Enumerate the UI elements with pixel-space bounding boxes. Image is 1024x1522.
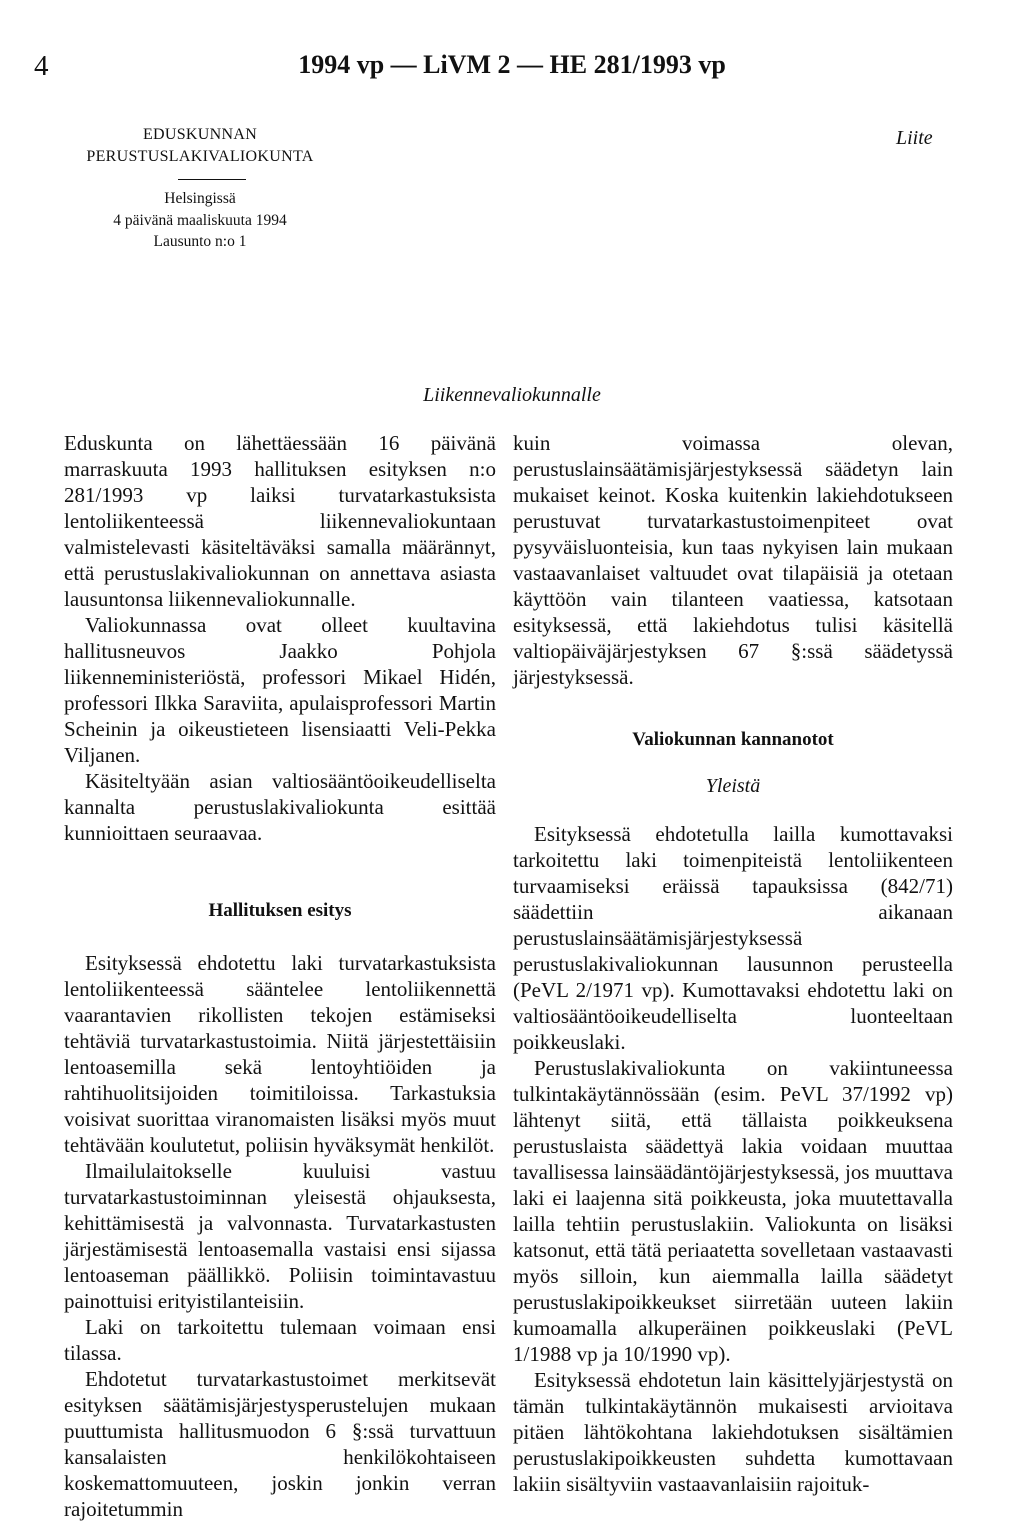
page-number: 4 — [34, 50, 49, 82]
paragraph: Eduskunta on lähettäessään 16 päivänä marraskuuta 1993 hallituksen esityksen n:o 281/1993 vp laiksi turvatarkastuksista lentoliikenteessä liikennevaliokuntaan valmistelevasti käsiteltäväksi samalla määrännyt, että perustuslakivaliokunnan on annettava asiasta lausuntonsa liikennevaliokunnalle. — [64, 431, 496, 611]
right-column — [513, 430, 953, 1497]
divider — [178, 179, 246, 180]
paragraph: Esityksessä ehdotetun lain käsittelyjärjestystä on tämän tulkintakäytännön mukaisesti arvioitava pitäen lähtökohtana lakiehdotuksen sisältämien perustuslakipoikkeusten suhdetta kumottavaan lakiin sisältyviin vastaavanlaisiin rajoituk- — [513, 1368, 953, 1496]
place: Helsingissä — [164, 190, 236, 207]
paragraph: kuin voimassa olevan, perustuslainsäätämisjärjestyksessä säädetyn lain mukaiset keinot. Koska kuitenkin lakiehdotukseen perustuvat turvatarkastustoimenpiteet ovat pysyväisluonteisia, kun taas nykyisen lain mukaan vastaavanlaiset valtuudet ovat tilapäisiä ja otetaan käyttöön vain tilanteen vaatiessa, katsotaan esityksessä, että lakiehdotus tulisi käsitellä valtiopäiväjärjestyksen 67 §:ssä säädetyssä järjestyksessä. — [513, 431, 953, 689]
running-head: 1994 vp — LiVM 2 — HE 281/1993 vp — [298, 50, 726, 79]
appendix-label: Liite — [896, 127, 933, 149]
paragraph: Ehdotetut turvatarkastustoimet merkitsevät esityksen säätämisjärjestysperustelujen mukaan puuttumista hallitusmuodon 6 §:ssä turvattuun kansalaisten henkilökohtaiseen koskemattomuuteen, joskin jonkin verran rajoitetummin — [64, 1367, 496, 1521]
subsection-heading: Yleistä — [705, 775, 761, 797]
addressee: Liikennevaliokunnalle — [423, 384, 601, 406]
sender-line-2: PERUSTUSLAKIVALIOKUNTA — [86, 148, 314, 165]
paragraph: Perustuslakivaliokunta on vakiintuneessa tulkintakäytännössään (esim. PeVL 37/1992 vp) lähtenyt siitä, että tällaista poikkeuksena perustuslaista säädettyä lakia voidaan muuttaa tavallisessa lainsäädäntöjärjestyksessä, jos muuttava laki ei laajenna sitä poikkeusta, joka muutettavalla lailla tehtiin perustuslakiin. Valiokunta on lisäksi katsonut, että tätä periaatetta sovelletaan vastaavasti myös silloin, kun aiemmalla lailla säädetyt perustuslakipoikkeukset siirretään uuteen lakiin kumoamalla alkuperäinen poikkeuslaki (PeVL 1/1988 vp ja 10/1990 vp). — [513, 1056, 953, 1366]
sender-line-1: EDUSKUNNAN — [142, 126, 258, 143]
statement-number: Lausunto n:o 1 — [153, 233, 247, 250]
meta-block — [20, 188, 380, 253]
section-heading: Valiokunnan kannanotot — [632, 729, 834, 750]
paragraph: Esityksessä ehdotetulla lailla kumottavaksi tarkoitettu laki toimenpiteistä lentoliikenteen turvaamiseksi eräissä tapauksissa (842/71) säädettiin aikanaan perustuslainsäätämisjärjestyksessä perustuslakivaliokunnan lausunnon perusteella (PeVL 2/1971 vp). Kumottavaksi ehdotettu laki on valtiosääntöoikeudelliselta luonteeltaan poikkeuslaki. — [513, 822, 953, 1054]
sender-block — [20, 124, 380, 168]
paragraph: Valiokunnassa ovat olleet kuultavina hallitusneuvos Jaakko Pohjola liikenneministeriöstä, professori Mikael Hidén, professori Ilkka Saraviita, apulaisprofessori Martin Scheinin ja oikeustieteen lisensiaatti Veli-Pekka Viljanen. — [64, 613, 496, 767]
paragraph: Käsiteltyään asian valtiosääntöoikeudelliselta kannalta perustuslakivaliokunta esittää kunnioittaen seuraavaa. — [64, 769, 496, 845]
section-heading: Hallituksen esitys — [208, 900, 352, 921]
paragraph: Laki on tarkoitettu tulemaan voimaan ensi tilassa. — [64, 1315, 496, 1365]
paragraph: Esityksessä ehdotettu laki turvatarkastuksista lentoliikenteessä sääntelee lentoliikennettä vaarantavien rikollisten tekojen estämiseksi tehtäviä turvatarkastustoimia. Niitä järjestettäisiin lentoasemilla sekä lentoyhtiöiden ja rahtihuolitsijoiden toimitiloissa. Tarkastuksia voisivat suorittaa viranomaisten lisäksi myös muut tehtävään koulutetut, poliisin hyväksymät henkilöt. — [64, 951, 496, 1157]
date: 4 päivänä maaliskuuta 1994 — [113, 211, 287, 229]
paragraph: Ilmailulaitokselle kuuluisi vastuu turvatarkastustoiminnan yleisestä ohjauksesta, kehittämisestä ja valvonnasta. Turvatarkastusten järjestämisestä lentoasemalla vastaisi ensi sijassa lentoaseman päällikkö. Poliisin toimintavastuu painottuisi erityistilanteisiin. — [64, 1159, 496, 1313]
left-column — [64, 430, 496, 1522]
